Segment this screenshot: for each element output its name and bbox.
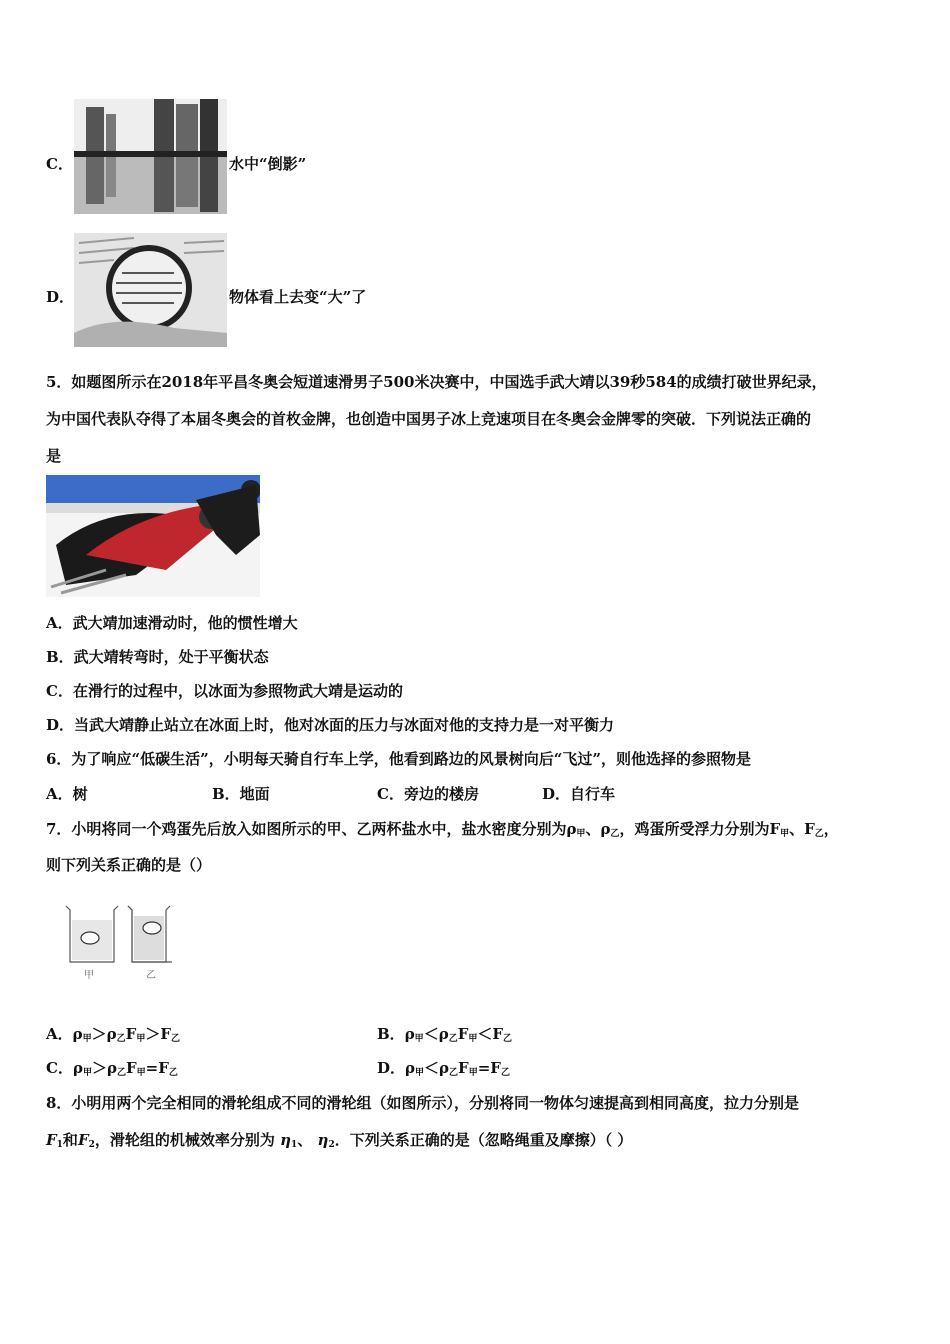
q7-option-c: C．$\rho_甲>\rho_乙F_甲=F_乙$ <box>46 1059 178 1078</box>
q7-stem-line2: 则下列关系正确的是（） <box>46 856 212 874</box>
q7-option-b: B．$\rho_甲<\rho_乙F_甲<F_乙$ <box>377 1025 513 1044</box>
magnifying-glass-image <box>74 233 227 347</box>
q8-stem-line2: $F_1$和$F_2$，滑轮组的机械效率分别为 $\eta_1$、 $\eta_2$．下列关系正确的是（忽略绳重及摩擦）（ ） <box>46 1131 633 1150</box>
speed-skating-image <box>46 475 260 597</box>
q6-option-d: D．自行车 <box>542 785 616 803</box>
q4-option-d-label: D． <box>46 288 75 306</box>
q5-stem-line2: 为中国代表队夺得了本届冬奥会的首枚金牌，也创造中国男子冰上竞速项目在冬奥会金牌零的突破．下列说法正确的 <box>46 410 812 428</box>
building-reflection-image <box>74 99 227 214</box>
beaker-left-label: 甲 <box>84 970 94 981</box>
beaker-right-label: 乙 <box>146 970 156 981</box>
q5-option-b: B．武大靖转弯时，处于平衡状态 <box>46 648 269 666</box>
q5-option-d: D．当武大靖静止站立在冰面上时，他对冰面的压力与冰面对他的支持力是一对平衡力 <box>46 716 615 734</box>
q5-option-c: C．在滑行的过程中，以冰面为参照物武大靖是运动的 <box>46 682 403 700</box>
q7-option-a: A．$\rho_甲>\rho_乙F_甲>F_乙$ <box>46 1025 181 1044</box>
q4-option-d-caption: 物体看上去变“大”了 <box>229 288 367 306</box>
beakers-diagram <box>62 900 172 982</box>
q6-option-c: C．旁边的楼房 <box>377 785 479 803</box>
q6-stem: 6．为了响应“低碳生活”，小明每天骑自行车上学，他看到路边的风景树向后“飞过”，则他选择的参照物是 <box>46 750 751 768</box>
q6-option-a: A．树 <box>46 785 88 803</box>
q5-stem-line1: 5．如题图所示在2018年平昌冬奥会短道速滑男子500米决赛中，中国选手武大靖以39秒584的成绩打破世界纪录， <box>46 373 827 391</box>
q4-option-c-label: C． <box>46 155 73 173</box>
q7-stem-line1: 7．小明将同一个鸡蛋先后放入如图所示的甲、乙两杯盐水中，盐水密度分别为$\rho_甲$、$\rho_乙$，鸡蛋所受浮力分别为$F_甲$、$F_乙$， <box>46 820 839 839</box>
q4-option-c-caption: 水中“倒影” <box>229 155 307 173</box>
q5-stem-line3: 是 <box>46 447 62 465</box>
q8-stem-line1: 8．小明用两个完全相同的滑轮组成不同的滑轮组（如图所示），分别将同一物体匀速提高到相同高度，拉力分别是 <box>46 1094 799 1112</box>
q7-option-d: D．$\rho_甲<\rho_乙F_甲=F_乙$ <box>377 1059 510 1078</box>
q5-option-a: A．武大靖加速滑动时，他的惯性增大 <box>46 614 298 632</box>
q6-option-b: B．地面 <box>212 785 270 803</box>
